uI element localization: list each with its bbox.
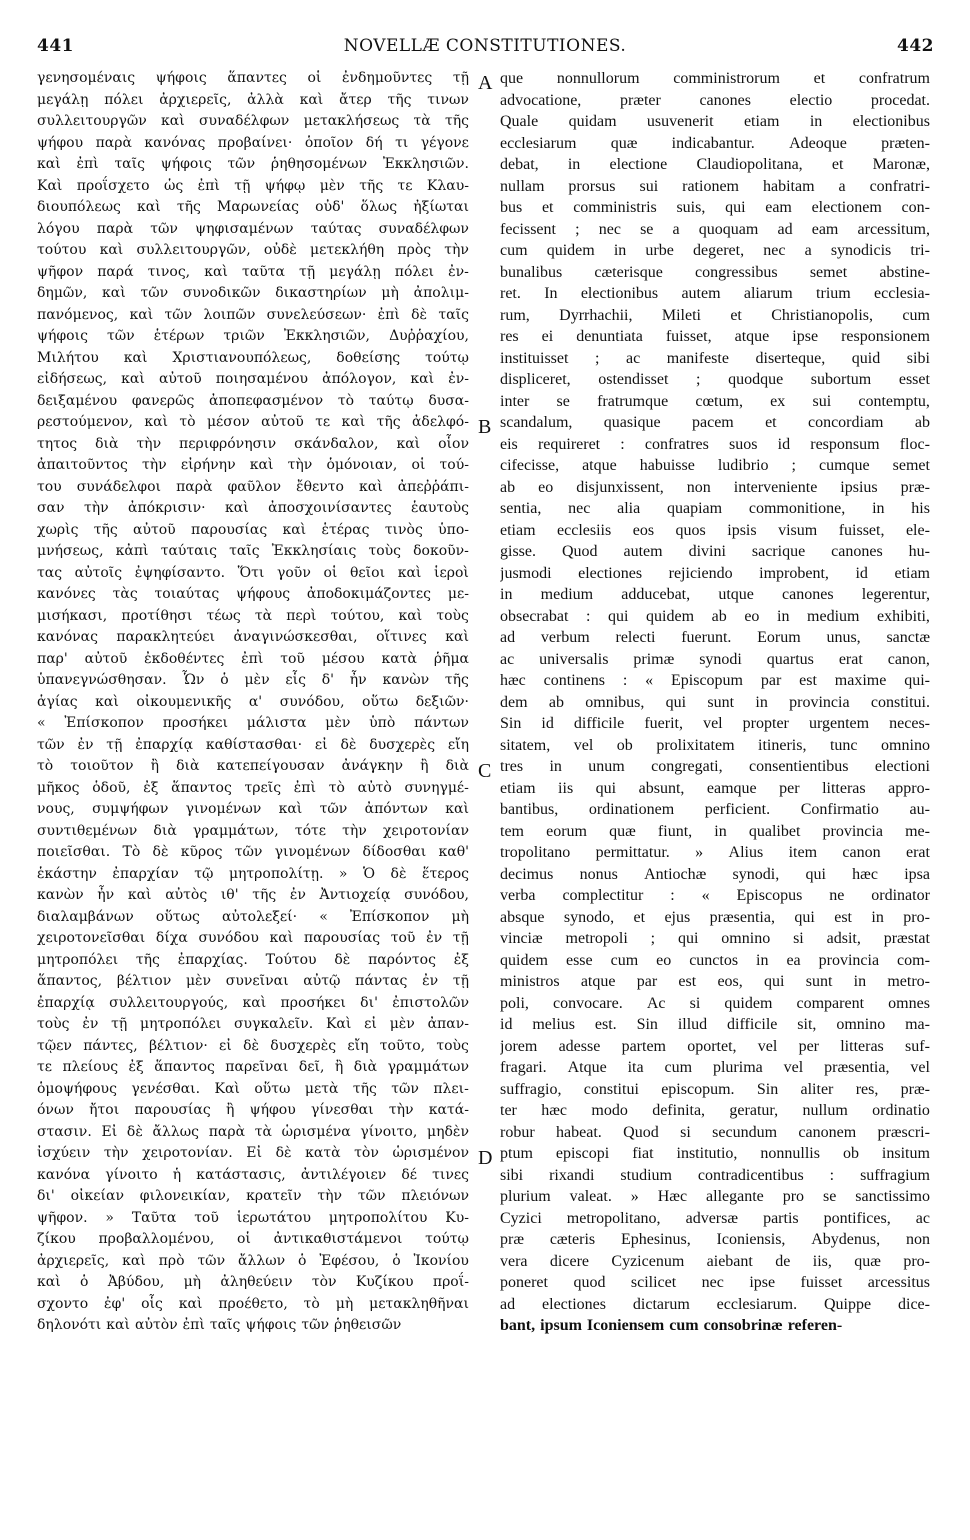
latin-text-line: sibi rixandi studium contradicentibus : suffragium [500,1166,930,1184]
latin-text-line: instituisset ; ac manifeste diserteque, quid sibi [500,349,930,367]
latin-text-line: ad verbum relecti fuerunt. Eorum unus, sanctæ [500,629,930,646]
latin-text-line: ret. In electionibus autem aliarum trium ecclesia- [500,285,930,302]
latin-text-line: robur habeat. Quod si secundum canonem præscri- [500,1123,930,1141]
greek-text-line: τὸ τοιοῦτον ἢ διὰ κατεπείγουσαν ἀνάγκην ἢ διὰ [37,758,469,774]
latin-text-line: advocatione, præter canones electio procedat. [500,91,930,109]
latin-text-line: fragari. Atque ita cum plurima vel præsentia, vel [500,1059,930,1076]
greek-text-line: τούτου καὶ συλλειτουργῶν, οὐδὲ μετεκλήθη πρὸς τὴν [37,242,469,258]
latin-text-line: Cyzici metropolitano, adversæ partis pontifices, ac [500,1209,930,1227]
greek-text-line: διαλαμβάνων οὕτως αὐτολεξεί· « Ἐπίσκοπον μὴ [37,908,469,925]
latin-text-line: displiceret, ostendisset ; quodque subortum esset [500,371,930,388]
latin-text-line: debat, in electione Claudiopolitana, et Maronæ, [500,156,930,173]
greek-text-line: του συνάδελφοι παρὰ φαῦλον ἔθεντο καὶ ἀπεῤῥάπι- [37,478,469,495]
latin-text-line: rum, Dyrrhachii, Mileti et Christianopolis, cum [500,306,930,324]
greek-text-line: τας αὐτοῖς ἐψηφίσαντο. Ὅτι γοῦν οἱ θεῖοι καὶ ἱεροὶ [37,564,469,581]
greek-text-line: δημῶν, καὶ τῶν συνοδικῶν δικαστηρίων μὴ ἀπολιμ- [37,285,469,301]
greek-text-line: Μιλήτου καὶ Χριστιανουπόλεως, δοθείσης τούτῳ [37,349,469,366]
latin-text-line: ter hæc modo definita, geratur, nullum ordinatio [500,1102,930,1119]
latin-text-line: præ cæteris Ephesinus, Iconiensis, Abydenus, non [500,1231,930,1248]
greek-text-line: δηλονότι καὶ αὐτὸν ἐπὶ ταῖς ψήφοις τῶν ῥηθεισῶν [37,1317,402,1333]
greek-text-line: καὶ ὁ Ἀβύδου, μὴ ἀληθεύειν τὸν Κυζίκου προΐ- [37,1274,469,1290]
greek-text-line: δειξαμένου φανερῶς ἀποπεφασμένον τὸ ταύτῳ δυσα- [37,392,469,409]
latin-text-line: eis requireret : confratres suos id responsum floc- [500,435,930,453]
greek-text-line: ρεστούμενον, καὶ τὸ μέσον αὐτοῦ τε καὶ τῆς ἀδελφό- [37,414,469,430]
greek-text-line: συντιθεμένων διὰ γραμμάτων, τότε τὴν χειροτονίαν [37,822,469,839]
greek-text-line: Καὶ προΐσχετο ὡς ἐπὶ τῇ ψήφῳ μὲν τῆς τε Κλαυ- [37,177,469,194]
greek-text-line: χειροτονεῖσθαι δίχα συνόδου καὶ παρουσίας τοῦ ἐν τῇ [37,930,469,946]
latin-text-line: jorem adesse partem oportet, vel per litteras suf- [500,1037,930,1055]
greek-text-line: σαν τὴν ἀπόκρισιν· καὶ ἀποσχοινίσαντες ἑαυτοὺς [37,500,469,516]
latin-text-line: sitatem, vel ob prolixitatem itineris, tunc omnino [500,736,930,754]
latin-text-line: ecclesiarum quæ indicabantur. Adeoque præten- [500,134,930,152]
greek-text-line: κανόνα γίνοιτο ἡ κατάστασις, ἀντιλέγοιεν δέ τινες [37,1166,469,1183]
greek-text-line: ψήφοις τῶν ἑτέρων τριῶν Ἐκκλησιῶν, Δυῤῥαχίου, [37,328,469,344]
latin-text-line: cum quidem in urbe degeret, nec a synodicis tri- [500,242,930,259]
latin-text-line: nullam prorsus sui rationem habitam a confratri- [500,177,930,195]
greek-text-line: τητος διὰ τὴν περιφρόνησιν σκάνδαλον, καὶ οἷον [37,435,469,452]
greek-text-line: μεγάλῃ πόλει ἀρχιερεῖς, ἀλλὰ καὶ ἄτερ τῆς τινων [37,91,469,108]
latin-text-line: suffragio, constitui episcopum. Sin aliter res, præ- [500,1080,930,1098]
section-marker-a: A [478,72,493,94]
latin-text-line: ab eo disjunxissent, non interveniente ipsius præ- [500,478,930,496]
greek-text-line: τῶν ἐν τῇ ἐπαρχίᾳ καθίστασθαι· εἰ δὲ δυσχερὲς εἴη [37,736,469,753]
greek-text-line: τε πλείους ἐξ ἅπαντος παρεῖναι δεῖ, ἢ διὰ γραμμάτων [37,1059,469,1075]
latin-text-line: ac universalis primæ synodi quartus erat canon, [500,650,930,668]
greek-text-line: ἅπαντος, βέλτιον μὲν συνεῖναι αὐτῷ πάντας ἐν τῇ [37,973,469,989]
latin-text-line: tres in unum congregati, consentientibus electioni [500,758,930,775]
greek-text-line: ἀρχιερεῖς, καὶ πρὸ τῶν ἄλλων ὁ Ἐφέσου, ὁ Ἰκονίου [37,1252,469,1269]
section-marker-b: B [478,416,492,438]
greek-text-line: παρ' αὐτοῦ ἐκδοθέντες ἐπὶ τοῦ μέσου κατὰ ῥῆμα [37,650,469,667]
latin-text-line: gisse. Quod autem divini sacrique canones hu- [500,543,930,560]
greek-text-line: λόγου παρὰ τῶν ψηφισαμένων ταύτας συναδέλφων [37,220,469,237]
greek-text-line: τοὺς ἐν τῇ μητροπόλει συγκαλεῖν. Καὶ εἰ μὲν ἀπαν- [37,1016,469,1032]
latin-text-line: decimus nonus Antiochæ synodi, qui hæc ipsa [500,865,930,883]
latin-text-line: vinciæ metropoli ; qui omnino si adsit, præstat [500,930,930,947]
greek-text-line: ὑπανεγνώσθησαν. Ὧν ὁ μὲν εἷς δ' ἦν κανὼν τῆς [37,672,469,688]
latin-text-line: bantibus, ordinationem perficient. Confirmatio au- [500,801,930,818]
latin-text-line: ptum episcopi fiat institutio, nonnullis ob insitum [500,1145,930,1162]
greek-text-line: καὶ ἐπὶ ταῖς ψήφοις τῶν ῥηθησομένων Ἐκκλησιῶν. [37,156,469,172]
greek-text-line: σχοντο ἐφ' οἷς καὶ προέθετο, τὸ μὴ μετακληθῆναι [37,1295,469,1312]
running-title: NOVELLÆ CONSTITUTIONES. [343,36,627,56]
greek-text-line: εἰδήσεως, καὶ αὐτοῦ ποιησαμένου ἀπόλογον, καὶ ἐν- [37,371,469,387]
latin-text-line: res ei denuntiata fuisset, atque ipse responsionem [500,328,930,345]
greek-text-column [37,68,469,1337]
latin-text-line: verba complectitur : « Episcopus ne ordinator [500,887,930,904]
latin-text-line: poli, convocare. Ac si quidem comparent omnes [500,994,930,1012]
greek-text-line: κανόνες τὰς τοιαύτας ψήφους ἀποδοκιμάζοντες με- [37,586,469,602]
greek-text-line: κανὼν ἦν καὶ αὐτὸς ιθ' τῆς ἐν Ἀντιοχείᾳ συνόδου, [37,887,469,903]
latin-text-line: inter se fratrumque cœtum, ex sui contemptu, [500,392,930,410]
latin-text-line: hæc continens : « Episcopum par est maxime qui- [500,672,930,689]
page-header [0,0,970,58]
greek-text-line: συλλειτουργῶν καὶ συναδέλφων μετακλήσεως τὰ τῆς [37,113,469,129]
greek-text-line: κανόνας παρακλητεύει ἀναγινώσκεσθαι, οἵτινες καὶ [37,629,469,645]
latin-text-line: etiam ecclesiis eos quos ipsis visum fuisset, ele- [500,521,930,539]
greek-text-line: μητροπόλει τῆς ἐπαρχίας. Τούτου δὲ παρόντος ἐξ [37,951,469,968]
latin-text-line: etiam iis qui absunt, eamque per litteras appro- [500,779,930,797]
latin-text-line: bunalibus cæterisque congressibus semet abstine- [500,263,930,281]
latin-text-line: que nonnullorum comministrorum et confratrum [500,70,930,87]
greek-text-line: ψῆφον. » Ταῦτα τοῦ ἱερωτάτου μητροπολίτου Κυ- [37,1209,469,1226]
latin-text-line: quidem esse cum eo cunctos in ea provincia com- [500,951,930,969]
left-page-number: 441 [37,36,74,56]
greek-text-line: στασιν. Εἰ δὲ ἄλλως παρὰ τὰ ὡρισμένα γίνοιτο, μηδὲν [37,1123,469,1140]
greek-text-line: μνήσεως, κἀπὶ ταύταις ταῖς Ἐκκλησίαις τοὺς δοκοῦν- [37,543,469,559]
greek-text-line: δι' οἰκείαν φιλονεικίαν, κρατεῖν τὴν τῶν πλειόνων [37,1188,469,1204]
greek-text-line: μισήκασι, προτίθησι τέως τὰ περὶ τούτου, καὶ τοὺς [37,607,469,624]
greek-text-line: γενησομέναις ψήφοις ἅπαντες οἱ ἐνδημοῦντες τῇ [37,70,469,86]
greek-text-line: ψῆφον παρά τινος, καὶ ταῦτα τῇ μεγάλῃ πόλει ἐν- [37,263,469,280]
latin-text-line: jusmodi electiones rejiciendo improbent, id etiam [500,564,930,582]
latin-text-line: dem ab omnibus, qui sunt in provincia constitui. [500,693,930,711]
greek-text-line: ἑκάστην ἐπαρχίαν τῷ μητροπολίτῃ. » Ὁ δὲ ἕτερος [37,865,469,882]
latin-text-line: Sin id difficile fuerit, vel propter urgentem neces- [500,715,930,732]
latin-text-line: cifecisse, atque habuisse ludibrio ; cumque semet [500,457,930,474]
greek-text-line: χωρὶς τῆς αὐτοῦ παρουσίας καὶ ἑτέρας τινὸς ὑπο- [37,521,469,538]
greek-text-line: διουπόλεως καὶ τῆς Μαρωνείας οὐδ' ὅλως ἠξίωται [37,199,469,215]
latin-text-line: in medium adducebat, utque canones legerentur, [500,586,930,603]
latin-text-line: tem eorum quæ fiunt, in qualibet provincia me- [500,822,930,840]
latin-text-line: bus et comministris suis, qui eam electionem con- [500,199,930,216]
latin-text-line: sentia, nec alia quapiam commonitione, in his [500,500,930,517]
latin-text-line: ministros atque par est eos, qui sunt in metro- [500,973,930,990]
latin-text-line: ad electiones dictarum ecclesiarum. Quippe dice- [500,1295,930,1313]
latin-text-line: scandalum, quasique pacem et concordiam ab [500,414,930,431]
greek-text-line: μῆκος ὁδοῦ, ἐξ ἅπαντος τρεῖς ἐπὶ τὸ αὐτὸ συνηγμέ- [37,779,469,796]
latin-text-line: obsecrabat : qui quidem ab eo in medium exhibiti, [500,607,930,625]
greek-text-line: νους, συμψήφων γινομένων καὶ τῶν ἀπόντων καὶ [37,801,469,817]
greek-text-line: ἐπαρχίᾳ συλλειτουργούς, καὶ προσήκει δι' ἐπιστολῶν [37,994,469,1011]
latin-text-line: fecissent ; nec se a quoquam ad eam arcessitum, [500,220,930,238]
greek-text-line: ψήφου παρὰ κανόνας προβαίνει· ὁποῖον δή τι γέγονε [37,134,469,151]
latin-text-line: tropolitano permittatur. » Alius item canon erat [500,844,930,861]
greek-text-line: ποιεῖσθαι. Τὸ δὲ κῦρος τῶν γινομένων δίδοσθαι καθ' [37,844,469,860]
greek-text-line: πανόμενος, καὶ τῶν λοιπῶν συνελεύσεων· ἐπὶ δὲ ταῖς [37,306,469,323]
greek-text-line: ἀπαιτοῦντος τὴν εἰρήνην καὶ τὴν ὁμόνοιαν, οἱ τού- [37,457,469,473]
greek-text-line: ἁγίας καὶ οἰκουμενικῆς α' συνόδου, οὕτω δεξιῶν· [37,693,469,710]
greek-text-line: τῷεν πάντες, βέλτιον· εἰ δὲ δυσχερὲς εἴη τοῦτο, τοὺς [37,1037,469,1054]
latin-text-line: absque synodo, et ejus præsentia, qui est in pro- [500,908,930,926]
latin-text-line: id melius est. Sin illud difficile sit, omnino ma- [500,1016,930,1033]
right-page-number: 442 [897,36,934,56]
latin-text-line: Quale quidam usuvenerit etiam in electionibus [500,113,930,130]
section-marker-c: C [478,760,492,782]
latin-text-line: poneret quod scilicet nec ipse fuisset arcessitus [500,1274,930,1291]
latin-text-line: plurium valeat. » Hæc allegante pro se sanctissimo [500,1188,930,1205]
greek-text-line: ὁμοψήφους γενέσθαι. Καὶ οὕτω μετὰ τῆς τῶν πλει- [37,1080,469,1097]
greek-text-line: ἰσχύειν τὴν χειροτονίαν. Εἰ δὲ κατὰ τὸν ὡρισμένον [37,1145,469,1161]
section-marker-d: D [478,1147,493,1169]
latin-text-line: vera dicere Cyzicenum aiebant de iis, quæ pro- [500,1252,930,1270]
greek-text-line: όνων ἤτοι παρουσίας ἢ ψήφου γίνεσθαι τὴν κατά- [37,1102,469,1118]
greek-text-line: « Ἐπίσκοπον προσήκει μάλιστα μὲν ὑπὸ πάντων [37,715,469,731]
latin-text-line: bant, ipsum Iconiensem cum consobrinæ referen- [500,1317,843,1334]
greek-text-line: ζίκου προβαλλομένου, οἱ ἀντικαθιστάμενοι τούτῳ [37,1231,469,1247]
latin-text-column [500,68,930,1337]
